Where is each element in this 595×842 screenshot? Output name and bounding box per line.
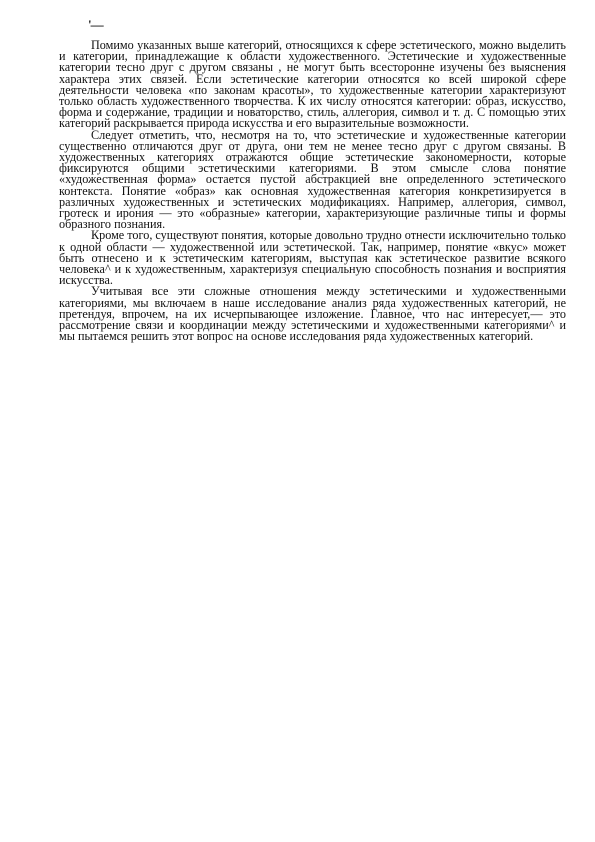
corner-mark: '— — [88, 17, 103, 32]
paragraph-4: Учитывая все эти сложные отношения между эстетическими и художественными категориями, мы включаем в наше исследование анализ ряда художественных категорий, не претендуя, впрочем, на их исчерпывающее изложение. Главное, что нас интересует,— это рассмотрение связи и координации между эстетическими и художественными категориями^ и мы пытаемся решить этот вопрос на основе исследования ряда художественных категорий. — [59, 284, 566, 344]
body-text — [59, 40, 566, 342]
paragraph-3: Кроме того, существуют понятия, которые довольно трудно отнести исключительно только к одной области — художественной или эстетической. Так, например, понятие «вкус» может быть отнесено и к эстетическим категориям, выступая как эстетическое развитие всякого человека^ и к художественным, характеризуя специальную способность познания и восприятия искусства. — [59, 228, 566, 288]
paragraph-1: Помимо указанных выше категорий, относящихся к сфере эстетического, можно выделить и категории, принадлежащие к области художественного. Эстетические и художественные категории тесно друг с другом связаны , не могут быть всесторонне изучены без выяснения характера этих связей. Если эстетические категории относятся ко всей широкой сфере деятельности человека «по законам красоты», то художественные категории характеризуют только область художественного творчества. К их числу относятся категории: образ, искусство, форма и содержание, традиции и новаторство, стиль, аллегория, символ и т. д. С помощью этих категорий раскрывается природа искусства и его выразительные возможности. — [59, 38, 566, 131]
paragraph-2: Следует отметить, что, несмотря на то, что эстетические и художественные категории существенно отличаются друг от друга, они тем не менее тесно друг с другом связаны. В художественных категориях отражаются общие эстетические закономерности, которые фиксируются общими эстетическими категориями. В этом смысле слова понятие «художественная форма» остается пустой абстракцией вне определенного эстетического контекста. Понятие «образ» как основная художественная категория конкретизируется в различных художественных и эстетических модификациях. Например, аллегория, символ, гротеск и ирония — это «образные» категории, характеризующие различные типы и формы образного познания. — [59, 127, 566, 232]
